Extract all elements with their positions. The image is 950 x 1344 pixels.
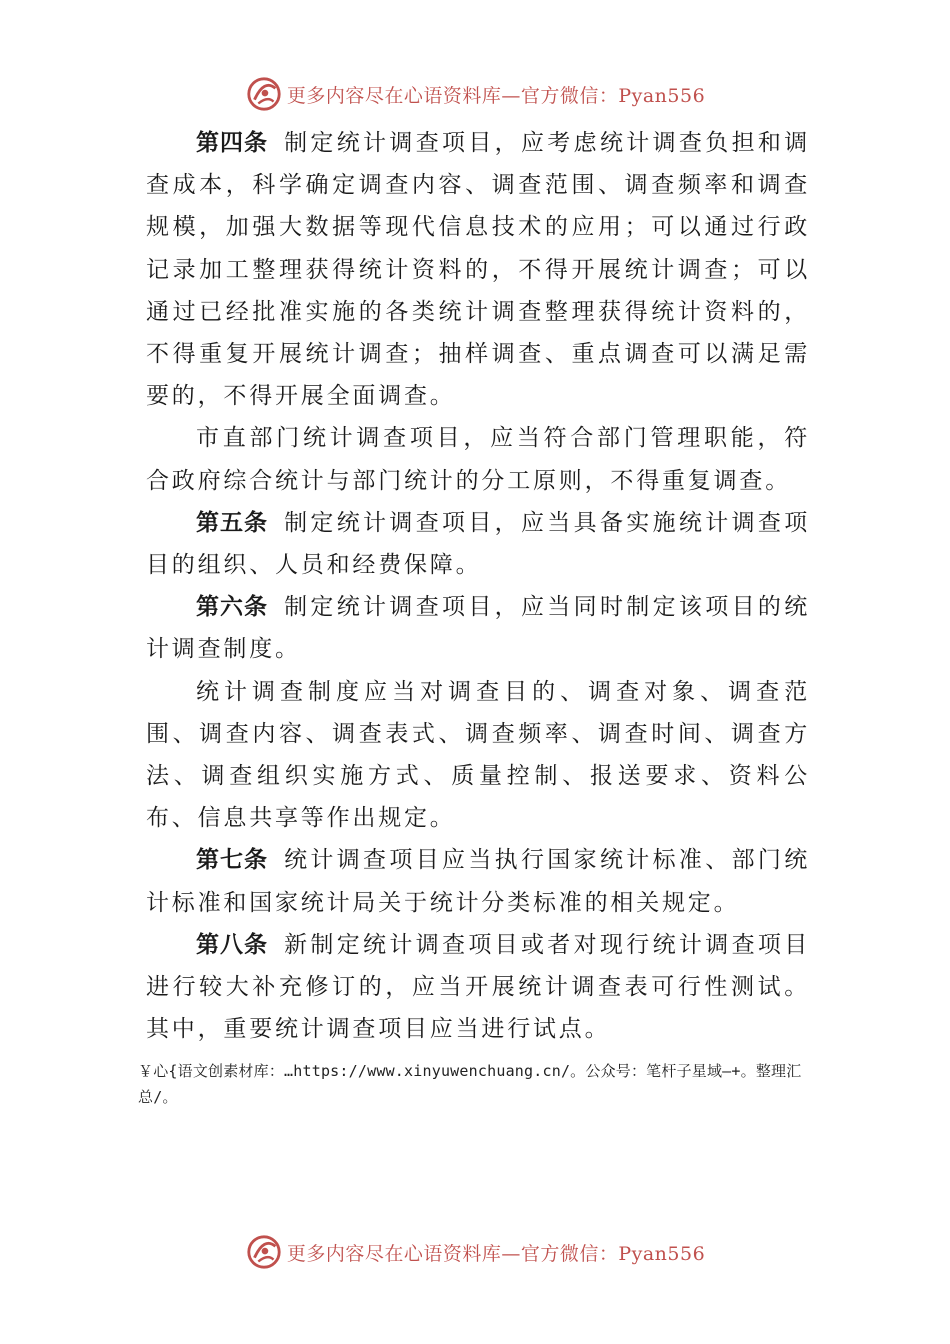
footer-banner-text: 更多内容尽在心语资料库—官方微信：Pyan556 (286, 1242, 706, 1265)
paragraph-text: 新制定统计调查项目或者对现行统计调查项目进行较大补充修订的，应当开展统计调查表可行性测试。其中，重要统计调查项目应当进行试点。 (146, 931, 811, 1043)
paragraph-article-8 (146, 924, 810, 1051)
brand-logo-icon (245, 1233, 283, 1271)
header-banner (0, 72, 950, 116)
paragraph-text: 统计调查制度应当对调查目的、调查对象、调查范围、调查内容、调查表式、调查频率、调查时间、调查方法、调查组织实施方式、质量控制、报送要求、资料公布、信息共享等作出规定。 (146, 678, 810, 832)
paragraph-article-6-cont (146, 671, 810, 840)
paragraph-text: 统计调查项目应当执行国家统计标准、部门统计标准和国家统计局关于统计分类标准的相关规定。 (146, 847, 811, 916)
brand-logo-icon (245, 75, 283, 113)
paragraph-article-6 (146, 586, 810, 670)
article-number: 第四条 (196, 130, 269, 156)
paragraph-text: 制定统计调查项目，应当同时制定该项目的统计调查制度。 (146, 594, 811, 663)
paragraph-text: 制定统计调查项目，应考虑统计调查负担和调查成本，科学确定调查内容、调查范围、调查频率和调查规模，加强大数据等现代信息技术的应用；可以通过行政记录加工整理获得统计资料的，不得开展统计调查；可以通过已经批准实施的各类统计调查整理获得统计资料的，不得重复开展统计调查；抽样调查、重点调查可以满足需要的，不得开展全面调查。 (146, 130, 811, 410)
paragraph-article-7 (146, 839, 810, 923)
article-number: 第八条 (196, 931, 269, 958)
paragraph-article-4-cont (146, 417, 810, 501)
document-body (146, 122, 810, 1050)
paragraph-article-5 (146, 502, 810, 586)
paragraph-text: 制定统计调查项目，应当具备实施统计调查项目的组织、人员和经费保障。 (146, 509, 811, 579)
footer-banner (0, 1230, 950, 1274)
article-number: 第七条 (196, 847, 269, 874)
paragraph-article-4 (146, 122, 810, 417)
article-number: 第六条 (196, 594, 269, 621)
article-number: 第五条 (196, 509, 269, 536)
header-banner-text: 更多内容尽在心语资料库—官方微信：Pyan556 (286, 84, 706, 107)
source-footnote: ￥心{语文创素材库：…https://www.xinyuwenchuang.cn/。公众号：笔杆子星域—+。整理汇总/。 (138, 1062, 802, 1106)
paragraph-text: 市直部门统计调查项目，应当符合部门管理职能，符合政府综合统计与部门统计的分工原则，不得重复调查。 (146, 425, 810, 494)
